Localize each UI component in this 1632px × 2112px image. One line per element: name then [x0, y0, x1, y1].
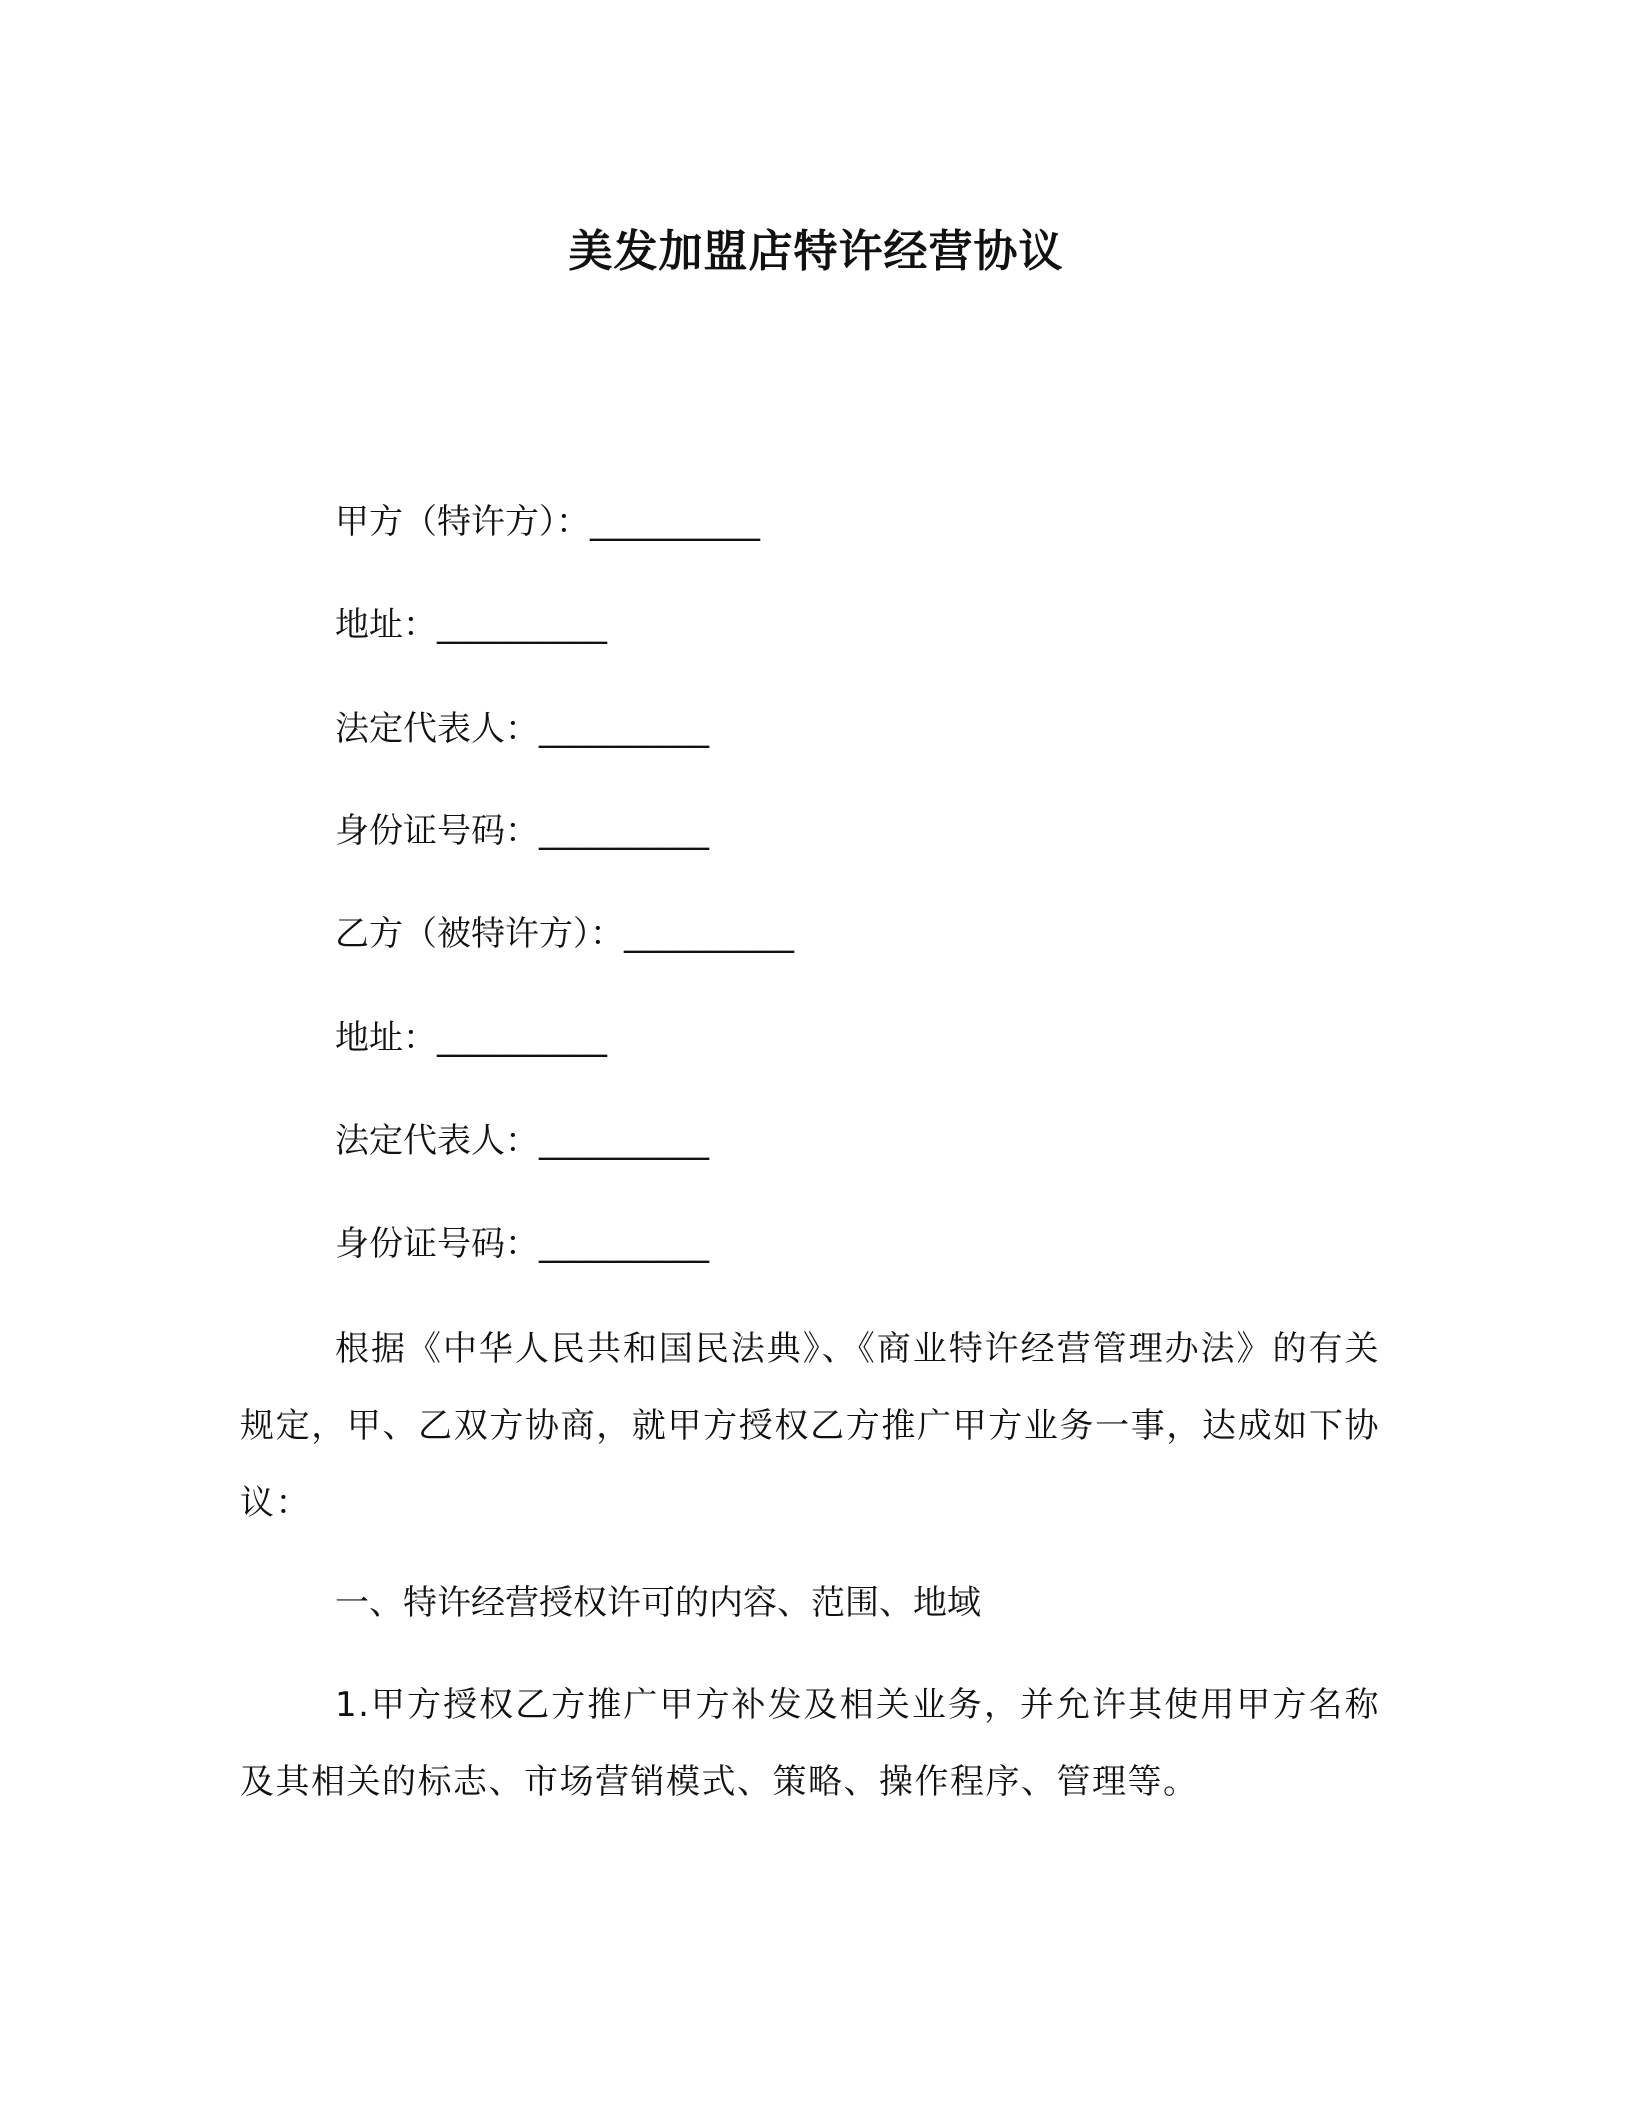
party-b-label: 乙方（被特许方）： [335, 914, 624, 954]
intro-paragraph: 根据《中华人民共和国民法典》、《商业特许经营管理办法》的有关规定，甲、乙双方协商，就甲方授权乙方推广甲方业务一事，达成如下协议： [240, 1329, 1380, 1523]
party-b-id-blank: __________ [539, 1224, 709, 1264]
party-a-id-blank: __________ [539, 811, 709, 851]
party-b-address-blank: __________ [437, 1018, 607, 1058]
party-a-address-label: 地址： [335, 605, 437, 645]
party-a-representative-blank: __________ [539, 709, 709, 749]
party-a-label: 甲方（特许方）： [335, 502, 590, 542]
clause-1-paragraph: 1.甲方授权乙方推广甲方补发及相关业务，并允许其使用甲方名称及其相关的标志、市场营销模式、策略、操作程序、管理等。 [240, 1685, 1380, 1802]
party-b-representative-label: 法定代表人： [335, 1121, 539, 1161]
party-a-representative-field [335, 706, 709, 752]
party-b-representative-field [335, 1118, 709, 1164]
party-b-address-label: 地址： [335, 1018, 437, 1058]
party-b-field [335, 911, 794, 957]
party-b-id-label: 身份证号码： [335, 1224, 539, 1264]
document-title: 美发加盟店特许经营协议 [568, 226, 1064, 277]
party-b-id-field [335, 1221, 709, 1267]
section-1-heading: 一、特许经营授权许可的内容、范围、地域 [335, 1583, 981, 1623]
party-b-representative-blank: __________ [539, 1121, 709, 1161]
party-a-address-field [335, 602, 607, 648]
party-a-address-blank: __________ [437, 605, 607, 645]
party-b-address-field [335, 1015, 607, 1061]
party-a-field [335, 499, 760, 545]
party-a-id-field [335, 808, 709, 854]
party-a-blank: __________ [590, 502, 760, 542]
party-b-blank: __________ [624, 914, 794, 954]
party-a-id-label: 身份证号码： [335, 811, 539, 851]
party-a-representative-label: 法定代表人： [335, 709, 539, 749]
